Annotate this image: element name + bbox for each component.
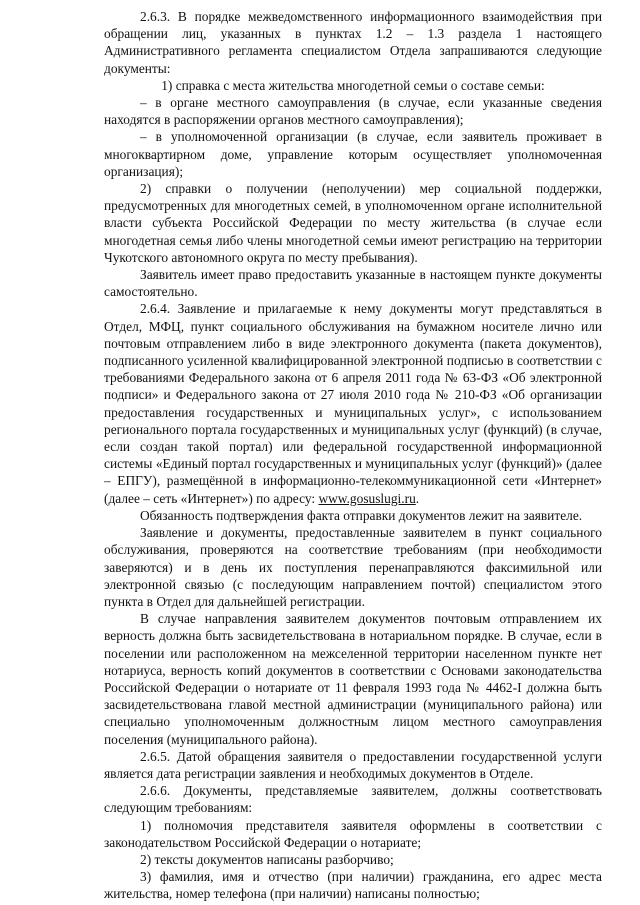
paragraph-2-6-6-intro: 2.6.6. Документы, представляемые заявителем, должны соответствовать следующим требованиям: — [104, 783, 602, 816]
gosuslugi-link[interactable]: www.gosuslugi.ru — [318, 490, 416, 506]
requirement-item-2: 2) тексты документов написаны разборчиво; — [140, 851, 394, 867]
paragraph-forwarding: Заявление и документы, предоставленные заявителем в пункт социального обслуживания, проверяются на соответствие требованиям (при необходимости заверяются) и в день их поступления перенаправляются факсимильной или электронной связью (с последующим направлением почтой) специалистом этого пункта в Отдел для дальнейшей регистрации. — [104, 525, 602, 609]
paragraph-2-6-5: 2.6.5. Датой обращения заявителя о предоставлении государственной услуги является дата регистрации заявления и необходимых документов в Отделе. — [104, 748, 602, 781]
document-page — [104, 8, 602, 903]
paragraph-applicant-right: Заявитель имеет право предоставить указанные в настоящем пункте документы самостоятельно. — [104, 267, 602, 300]
list-item-2: 2) справки о получении (неполучении) мер социальной поддержки, предусмотренных для многодетных семей, в уполномоченном органе исполнительной власти субъекта Российской Федерации по месту жительства (в случае если многодетная семья либо члены многодетной семьи имеют регистрацию на территории Чукотского автономного округа по месту пребывания). — [104, 181, 602, 265]
paragraph-2-6-4-tail: . — [415, 490, 420, 506]
requirement-item-1: 1) полномочия представителя заявителя оформлены в соответствии с законодательством Российской Федерации о нотариате; — [104, 817, 602, 850]
paragraph-obligation: Обязанность подтверждения факта отправки документов лежит на заявителе. — [140, 507, 583, 523]
paragraph-postal: В случае направления заявителем документов почтовым отправлением их верность должна быть засвидетельствована в нотариальном порядке. В случае, если в поселении или расположенном на межселенной территории населенном пункте нет нотариуса, верность копий документов в соответствии с Основами законодательства Российской Федерации о нотариате от 11 февраля 1993 года № 4462-I должна быть засвидетельствована главой местной администрации (муниципального района) или специально уполномоченным должностным лицом местного самоуправления поселения (муниципального района). — [104, 611, 602, 747]
list-item-1: 1) справка с места жительства многодетной семьи о составе семьи: — [161, 77, 545, 93]
paragraph-2-6-4 — [104, 300, 602, 506]
requirement-item-3: 3) фамилия, имя и отчество (при наличии) гражданина, его адрес места жительства, номер телефона (при наличии) написаны полностью; — [104, 869, 602, 902]
list-item-1-sub-a: – в органе местного самоуправления (в случае, если указанные сведения находятся в распоряжении органов местного самоуправления); — [104, 95, 602, 128]
paragraph-2-6-4-text: 2.6.4. Заявление и прилагаемые к нему документы могут представляться в Отдел, МФЦ, пункт социального обслуживания на бумажном носителе лично или почтовым отправлением либо в виде электронного документа (пакета документов), подписанного усиленной квалифицированной электронной подписью в соответствии с требованиями Федерального закона от 6 апреля 2011 года № 63-ФЗ «Об электронной подписи» и Федерального закона от 27 июля 2010 года № 210-ФЗ «Об организации предоставления государственных и муниципальных услуг», с использованием регионального портала государственных и муниципальных услуг (функций) (в случае, если создан такой портал) или федеральной государственной информационной системы «Единый портал государственных и муниципальных услуг (функций)» (далее – ЕПГУ), размещённой в информационно-телекоммуникационной сети «Интернет» (далее – сеть «Интернет») по адресу: — [104, 301, 602, 506]
list-item-1-sub-b: – в уполномоченной организации (в случае, если заявитель проживает в многоквартирном доме, управление которым осуществляет уполномоченная организация); — [104, 129, 602, 179]
paragraph-2-6-3-intro: 2.6.3. В порядке межведомственного информационного взаимодействия при обращении лиц, указанных в пунктах 1.2 – 1.3 раздела 1 настоящего Административного регламента специалистом Отдела запрашиваются следующие документы: — [104, 9, 602, 76]
